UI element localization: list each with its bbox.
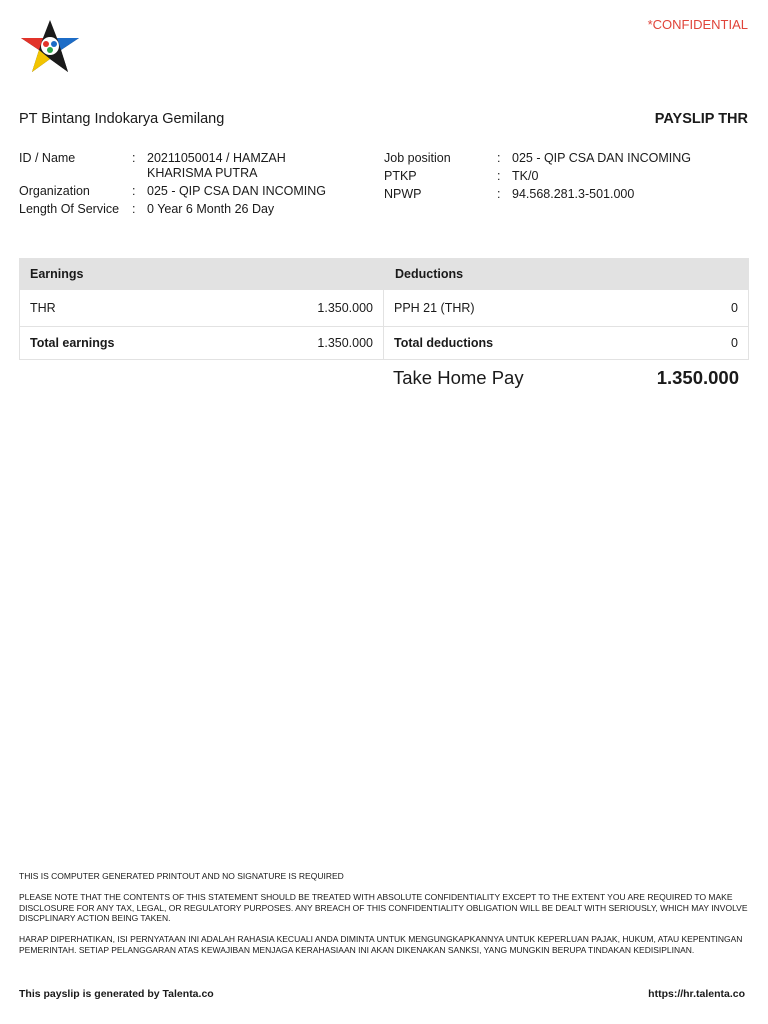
info-value: 025 - QIP CSA DAN INCOMING [147,184,326,198]
deductions-header: Deductions [395,267,464,281]
info-colon: : [132,184,136,198]
take-home-pay [384,367,739,389]
table-total-row [19,327,749,360]
earning-cell [20,290,384,326]
employee-info-left [19,151,359,220]
info-label: Organization [19,184,90,198]
info-row-ptkp [384,169,748,184]
deduction-name: PPH 21 (THR) [394,301,475,315]
company-logo [19,18,81,74]
info-colon: : [497,151,501,165]
star-logo-icon [19,18,81,74]
earning-name: THR [30,301,56,315]
table-header [19,258,749,290]
info-row-organization [19,184,359,199]
footer [19,988,745,1000]
earnings-header: Earnings [30,267,84,281]
earning-amount: 1.350.000 [317,301,373,315]
take-home-pay-label: Take Home Pay [393,367,524,388]
total-earnings-label: Total earnings [30,336,115,350]
info-label: Job position [384,151,451,165]
note-confidentiality-en: PLEASE NOTE THAT THE CONTENTS OF THIS STATEMENT SHOULD BE TREATED WITH ABSOLUTE CONFIDENTIALITY EXCEPT TO THE EXTENT YOU ARE REQUIRED TO MAKE DISCLOSURE FOR ANY TAX, LEGAL, OR REGULATORY PURPOSES. ANY BREACH OF THIS CONFIDENTIALITY OBLIGATION WILL BE DEALT WITH SERIOUSLY, WHICH MAY INVOLVE DISCPLINARY ACTION BEING TAKEN. [19,891,748,924]
deduction-cell [384,290,748,326]
total-deductions-amount: 0 [731,336,738,350]
total-deductions-cell [384,327,748,359]
note-confidentiality-id: HARAP DIPERHATIKAN, ISI PERNYATAAN INI ADALAH RAHASIA KECUALI ANDA DIMINTA UNTUK MENGUNGKAPKANNYA UNTUK KEPERLUAN PAJAK, HUKUM, ATAU KEPENTINGAN PEMERINTAH. SETIAP PELANGGARAN ATAS KEWAJIBAN MENJAGA KERAHASIAAN INI AKAN DIKENAKAN SANKSI, YANG MUNGKIN BERUPA TINDAKAN KEDISIPLINAN. [19,934,743,955]
employee-info-right [384,151,748,205]
take-home-pay-amount: 1.350.000 [656,367,739,388]
info-value: 0 Year 6 Month 26 Day [147,202,275,216]
info-value: TK/0 [512,169,539,183]
info-row-id-name [19,151,359,181]
info-label: ID / Name [19,151,76,165]
info-row-job-position [384,151,748,166]
info-row-length-of-service [19,202,359,217]
info-row-npwp [384,187,748,202]
total-deductions-label: Total deductions [394,336,494,350]
info-value: 94.568.281.3-501.000 [512,187,635,201]
company-name: PT Bintang Indokarya Gemilang [19,111,225,127]
info-colon: : [497,187,501,201]
deduction-amount: 0 [731,301,738,315]
info-label: PTKP [384,169,417,183]
payslip-title: PAYSLIP THR [654,111,748,127]
generated-by-text: This payslip is generated by Talenta.co [19,988,214,1000]
info-colon: : [497,169,501,183]
note-computer-generated: THIS IS COMPUTER GENERATED PRINTOUT AND NO SIGNATURE IS REQUIRED [19,871,344,881]
info-value: 20211050014 / HAMZAH KHARISMA PUTRA [147,151,286,180]
total-earnings-cell [20,327,384,359]
total-earnings-amount: 1.350.000 [317,336,373,350]
info-colon: : [132,151,136,165]
table-row [19,290,749,327]
info-label: Length Of Service [19,202,120,216]
earnings-deductions-table [19,258,749,360]
disclaimer-notes [19,871,749,966]
footer-url: https://hr.talenta.co [648,988,745,1000]
info-label: NPWP [384,187,422,201]
info-value: 025 - QIP CSA DAN INCOMING [512,151,691,165]
info-colon: : [132,202,136,216]
confidential-label: *CONFIDENTIAL [647,17,748,32]
